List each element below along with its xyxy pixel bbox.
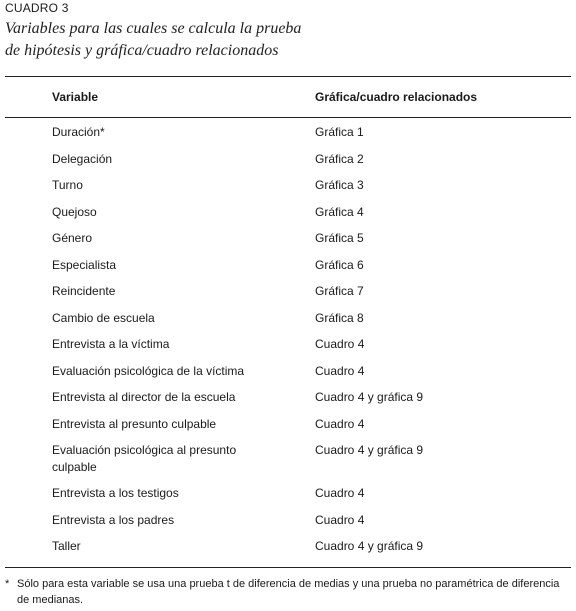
table-header-rule [5,117,571,118]
footnote-marker: * [5,578,10,590]
cell-related: Gráfica 3 [315,178,364,192]
table-caption [5,18,565,62]
cell-variable: Quejoso [52,205,97,219]
cell-related: Cuadro 4 y gráfica 9 [315,443,424,457]
cell-related: Gráfica 7 [315,284,364,298]
cell-variable: Entrevista al presunto culpable [52,417,217,431]
table-top-rule [5,76,571,77]
table-bottom-rule [5,567,571,568]
column-header-related: Gráfica/cuadro relacionados [315,90,478,104]
cell-variable: Entrevista a los testigos [52,486,179,500]
footnote-text-line-2: de medianas. [17,594,84,606]
cell-related: Gráfica 5 [315,231,364,245]
cell-variable: Taller [52,539,81,553]
table-footnote [5,576,571,608]
cell-variable: Entrevista a los padres [52,513,175,527]
cell-related: Cuadro 4 y gráfica 9 [315,539,424,553]
cell-variable: Turno [52,178,83,192]
cell-variable: Entrevista al director de la escuela [52,390,236,404]
cell-variable: Delegación [52,152,113,166]
table-caption-line-1: Variables para las cuales se calcula la prueba [5,20,302,37]
column-header-variable: Variable [52,90,99,104]
cell-related: Gráfica 1 [315,125,364,139]
cell-related: Cuadro 4 [315,513,365,527]
cell-variable: Evaluación psicológica de la víctima [52,364,245,378]
cell-related: Gráfica 2 [315,152,364,166]
cell-variable: Especialista [52,258,117,272]
cell-variable: Entrevista a la víctima [52,337,170,351]
cell-variable: Duración* [52,125,105,139]
cell-variable: Cambio de escuela [52,311,155,325]
cell-related: Cuadro 4 [315,486,365,500]
cell-variable: Reincidente [52,284,116,298]
footnote-text-line-1: Sólo para esta variable se usa una prueba t de diferencia de medias y una prueba no paramétrica de diferencia [17,578,560,590]
cell-variable: Evaluación psicológica al presunto culpable [52,443,237,474]
table-number-label: CUADRO 3 [5,1,69,15]
cell-related: Cuadro 4 [315,364,365,378]
table-caption-line-2: de hipótesis y gráfica/cuadro relacionados [5,42,279,59]
cell-related: Gráfica 8 [315,311,364,325]
cell-related: Cuadro 4 [315,417,365,431]
cell-related: Cuadro 4 y gráfica 9 [315,390,424,404]
cell-related: Gráfica 4 [315,205,364,219]
cell-related: Gráfica 6 [315,258,364,272]
cell-related: Cuadro 4 [315,337,365,351]
cell-variable: Género [52,231,93,245]
